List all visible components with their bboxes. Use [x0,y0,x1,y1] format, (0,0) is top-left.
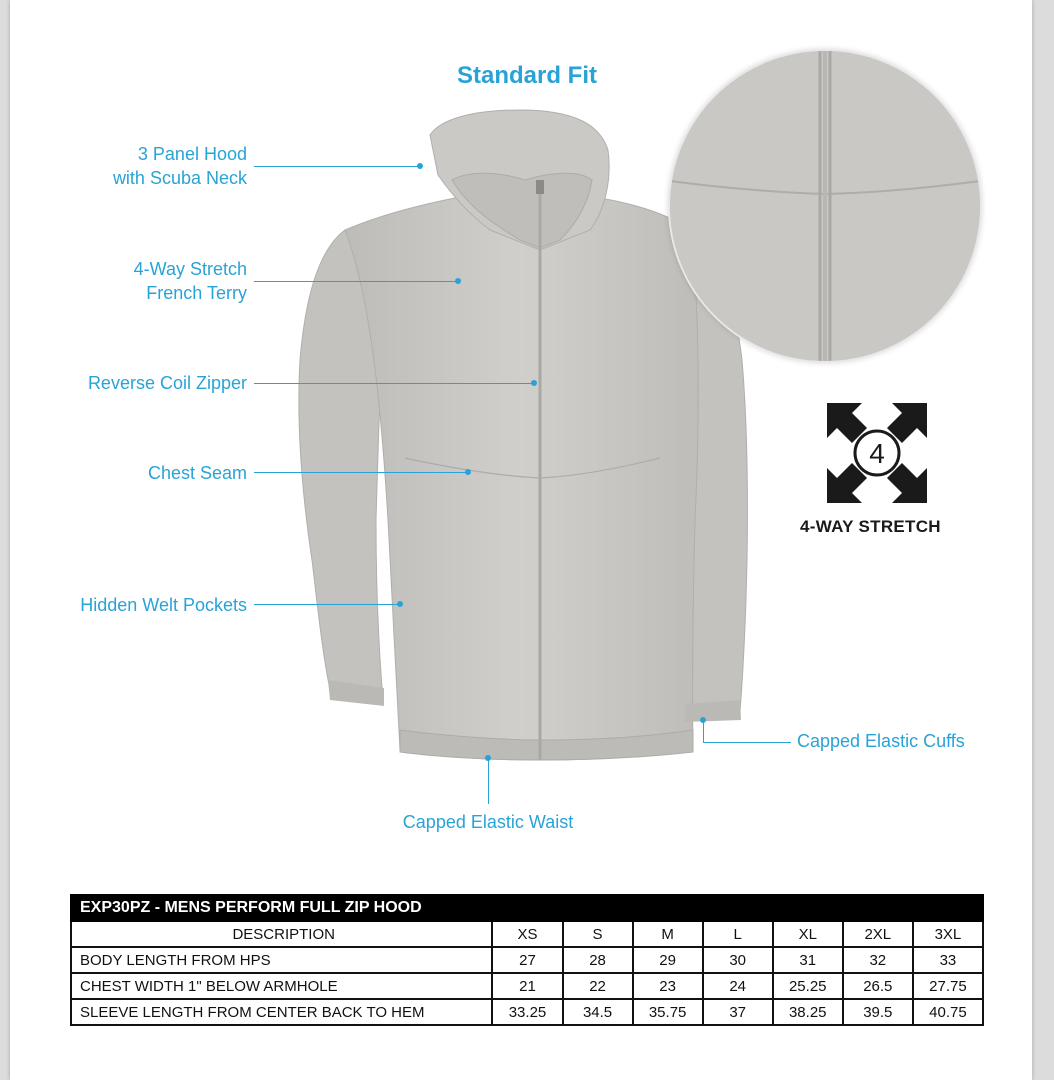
table-row [71,947,983,973]
callout-zipper-line [254,383,534,384]
row-description: SLEEVE LENGTH FROM CENTER BACK TO HEM [71,999,492,1025]
header-cell: XL [773,921,843,947]
callout-hood-dot [417,163,423,169]
callout-cuffs: Capped Elastic Cuffs [797,731,965,751]
header-cell: 2XL [843,921,913,947]
header-cell: XS [492,921,562,947]
table-cell: 29 [633,947,703,973]
table-cell: 26.5 [843,973,913,999]
table-cell: 38.25 [773,999,843,1025]
table-header-row [71,921,983,947]
table-cell: 32 [843,947,913,973]
row-description: CHEST WIDTH 1" BELOW ARMHOLE [71,973,492,999]
fabric-detail-image [670,51,980,361]
callout-cuffs-vline [703,720,704,742]
callout-chest-seam-dot [465,469,471,475]
header-cell: DESCRIPTION [71,921,492,947]
table-cell: 40.75 [913,999,983,1025]
header-cell: L [703,921,773,947]
table-cell: 28 [563,947,633,973]
table-cell: 24 [703,973,773,999]
callout-waist: Capped Elastic Waist [402,812,574,832]
stretch-number: 4 [869,438,885,469]
table-cell: 31 [773,947,843,973]
callout-pockets-line [254,604,400,605]
table-row [71,973,983,999]
fabric-detail-zoom [668,49,982,363]
callout-cuffs-line [703,742,791,743]
table-cell: 27.75 [913,973,983,999]
table-cell: 37 [703,999,773,1025]
size-chart-table [70,894,984,1026]
callout-chest-seam: Chest Seam [147,463,247,483]
table-cell: 21 [492,973,562,999]
callout-zipper-dot [531,380,537,386]
table-row [71,999,983,1025]
callout-pockets-dot [397,601,403,607]
callout-zipper: Reverse Coil Zipper [87,373,247,393]
fit-title: Standard Fit [456,62,597,89]
header-cell: S [563,921,633,947]
table-cell: 27 [492,947,562,973]
table-cell: 33.25 [492,999,562,1025]
header-cell: 3XL [913,921,983,947]
callout-chest-seam-line [254,472,468,473]
table-cell: 22 [563,973,633,999]
callout-pockets: Hidden Welt Pockets [80,595,247,615]
table-cell: 35.75 [633,999,703,1025]
callout-stretch-dot [455,278,461,284]
callout-stretch-line [254,281,458,282]
header-cell: M [633,921,703,947]
row-description: BODY LENGTH FROM HPS [71,947,492,973]
callout-hood: 3 Panel Hood with Scuba Neck [112,144,247,188]
size-chart-title: EXP30PZ - MENS PERFORM FULL ZIP HOOD [71,895,983,921]
table-cell: 33 [913,947,983,973]
callout-hood-line [254,166,420,167]
table-cell: 39.5 [843,999,913,1025]
stretch-label: 4-WAY STRETCH [800,517,941,536]
table-cell: 25.25 [773,973,843,999]
four-way-stretch-icon [822,398,932,508]
callout-stretch: 4-Way Stretch French Terry [133,259,247,303]
table-cell: 30 [703,947,773,973]
table-cell: 34.5 [563,999,633,1025]
callout-waist-vline [488,758,489,804]
table-cell: 23 [633,973,703,999]
